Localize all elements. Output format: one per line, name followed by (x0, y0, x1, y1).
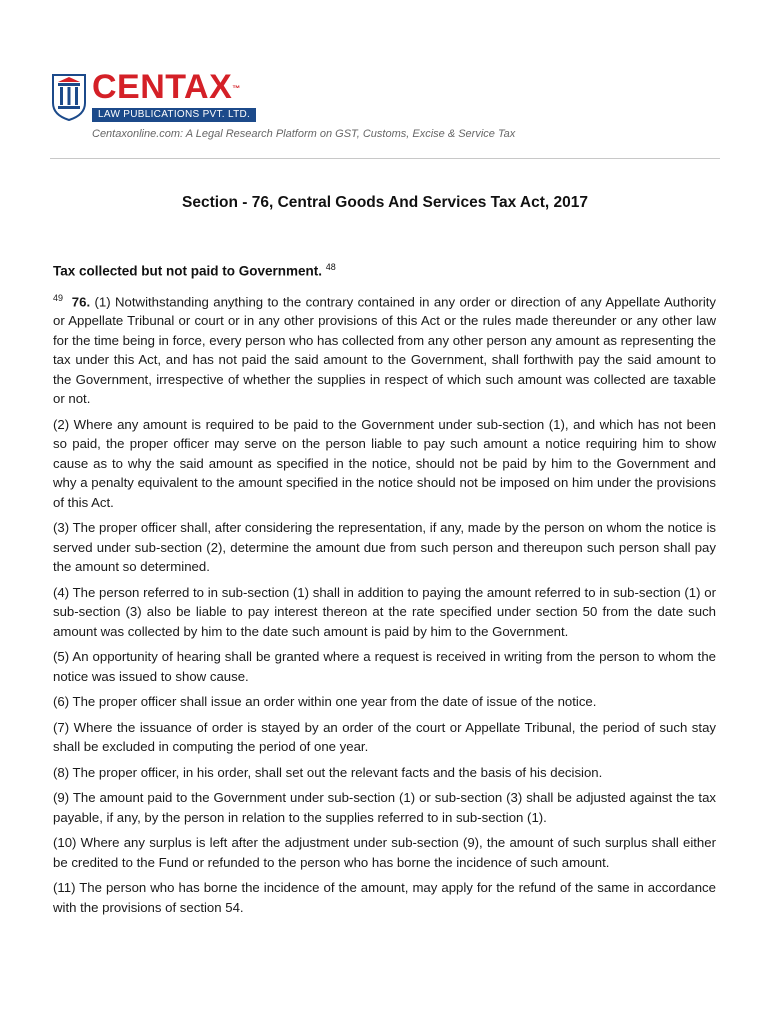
heading-footnote-ref: 48 (325, 262, 336, 272)
justice-emblem-icon (50, 73, 88, 121)
section-heading-text: Tax collected but not paid to Government. (53, 263, 323, 279)
sub-section-6: (6) The proper officer shall issue an order within one year from the date of issue of the notice. (53, 694, 597, 710)
sub-section-text: (1) Notwithstanding anything to the contrary contained in any order or direction of any Appellate Authority or Appellate Tribunal or court or in any other provisions of this Act or the rules made thereunder or any other law for the time being in force, every person who has collected from any other person any amount as representing the tax under this Act, and has not paid the said amount to the Government, shall forthwith pay the said amount to the Government, irrespective of whether the supplies in respect of which such amount was collected are taxable or not. (53, 293, 717, 407)
section-heading (53, 262, 716, 279)
footnote-ref: 49 (53, 292, 64, 303)
tagline: Centaxonline.com: A Legal Research Platform on GST, Customs, Excise & Service Tax (92, 128, 516, 140)
trademark-mark: ™ (232, 84, 241, 93)
brand-block (92, 70, 256, 122)
section-number: 76. (71, 293, 91, 309)
publisher-header (50, 70, 722, 158)
sub-section-10: (10) Where any surplus is left after the adjustment under sub-section (9), the amount of such surplus shall either be credited to the Fund or refunded to the person who has borne the incidence of such amount. (53, 835, 716, 870)
document-body (53, 262, 716, 923)
sub-section-2: (2) Where any amount is required to be paid to the Government under sub-section (1), and which has not been so paid, the proper officer may serve on the person liable to pay such amount a notice requiring him to show cause as to why the said amount as specified in the notice, should not be paid by him to the Government and why a penalty equivalent to the amount specified in the notice should not be imposed on him under the provisions of this Act. (53, 416, 716, 510)
sub-section-1 (53, 289, 716, 409)
sub-section-8: (8) The proper officer, in his order, shall set out the relevant facts and the basis of his decision. (53, 764, 603, 780)
sub-section-4: (4) The person referred to in sub-section (1) shall in addition to paying the amount referred to in sub-section (1) or sub-section (3) also be liable to pay interest thereon at the rate specified under section 50 from the date such amount was collected by him to the date such amount is paid by him to the Government. (53, 584, 716, 639)
sub-section-5: (5) An opportunity of hearing shall be granted where a request is received in writing from the person to whom the notice was issued to show cause. (53, 649, 716, 684)
document-title: Section - 76, Central Goods And Services Tax Act, 2017 (181, 194, 588, 211)
header-divider (50, 158, 720, 159)
brand-logo-text: CENTAX™ (92, 68, 241, 106)
sub-section-3: (3) The proper officer shall, after considering the representation, if any, made by the person on whom the notice is served under sub-section (2), determine the amount due from such person and thereupon such person shall pay the amount so determined. (53, 520, 716, 575)
sub-section-9: (9) The amount paid to the Government under sub-section (1) or sub-section (3) shall be adjusted against the tax payable, if any, by the person in relation to the supplies referred to in sub-section (1). (53, 790, 716, 825)
sub-section-11: (11) The person who has borne the incidence of the amount, may apply for the refund of the same in accordance with the provisions of section 54. (53, 880, 716, 915)
sub-section-7: (7) Where the issuance of order is stayed by an order of the court or Appellate Tribunal, the period of such stay shall be excluded in computing the period of one year. (53, 719, 716, 755)
brand-subtitle: LAW PUBLICATIONS PVT. LTD. (92, 108, 256, 122)
